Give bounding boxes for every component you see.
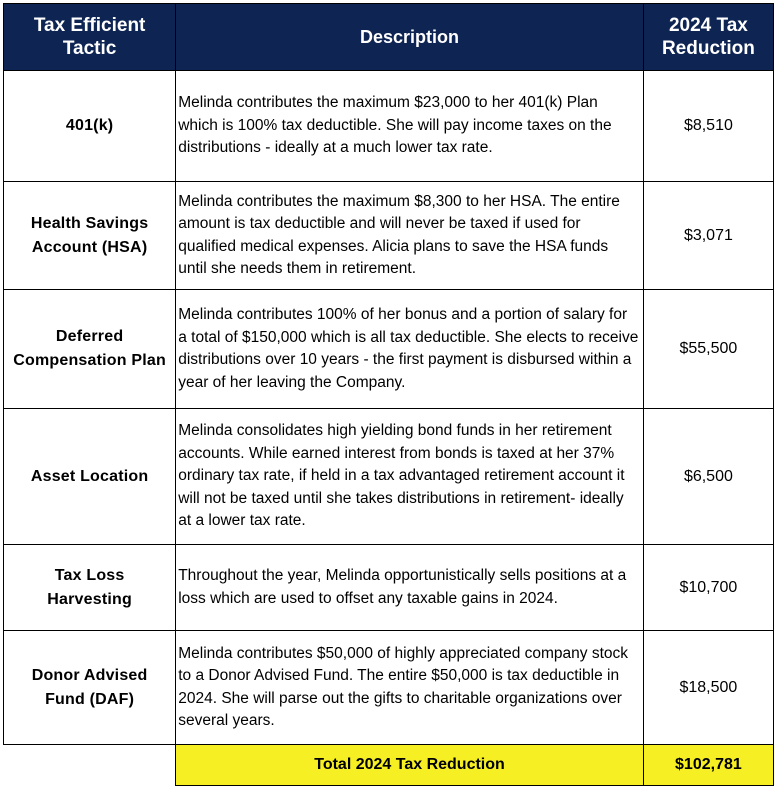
description-cell: Melinda contributes $50,000 of highly appreciated company stock to a Donor Advised Fund. The entire $50,000 is tax deductible in 2024. She will parse out the gifts to charitable organizations over several years. [176,631,644,745]
reduction-cell: $6,500 [643,409,773,545]
header-row [4,4,774,71]
description-cell: Melinda contributes the maximum $8,300 to her HSA. The entire amount is tax deductible and will never be taxed if used for qualified medical expenses. Alicia plans to save the HSA funds until she needs them in retirement. [176,182,644,290]
header-description-label: Description [360,26,460,47]
tactic-cell [4,631,176,745]
header-tactic-label: Tax Efficient Tactic [33,15,146,59]
description-cell: Melinda consolidates high yielding bond funds in her retirement accounts. While earned interest from bonds is taxed at her 37% ordinary tax rate, if held in a tax advantaged retirement account it will not be taxed until she takes distributions in retirement- ideally at a lower tax rate. [176,409,644,545]
tactic-label: Deferred Compensation Plan [13,328,166,369]
total-value: $102,781 [643,745,773,786]
table-row [4,409,774,545]
reduction-cell: $18,500 [643,631,773,745]
tactic-cell [4,545,176,631]
reduction-cell: $3,071 [643,182,773,290]
header-reduction [643,4,773,71]
description-cell: Throughout the year, Melinda opportunistically sells positions at a loss which are used to offset any taxable gains in 2024. [176,545,644,631]
tactic-label: Health Savings Account (HSA) [30,214,149,256]
total-spacer [4,745,176,786]
table-row [4,290,774,409]
description-cell: Melinda contributes the maximum $23,000 to her 401(k) Plan which is 100% tax deductible. She will pay income taxes on the distributions - ideally at a much lower tax rate. [176,71,644,182]
header-tactic [4,4,176,71]
total-label: Total 2024 Tax Reduction [176,745,644,786]
reduction-cell: $10,700 [643,545,773,631]
table-row [4,71,774,182]
table-row [4,631,774,745]
table-row [4,545,774,631]
total-row [4,745,774,786]
tactic-cell: 401(k) [4,71,176,182]
reduction-cell: $55,500 [643,290,773,409]
tax-reduction-table [3,3,774,786]
description-cell: Melinda contributes 100% of her bonus and a portion of salary for a total of $150,000 which is all tax deductible. She elects to receive distributions over 10 years - the first payment is disbursed within a year of her leaving the Company. [176,290,644,409]
table-row [4,182,774,290]
header-description [176,4,644,71]
tactic-cell [4,182,176,290]
reduction-cell: $8,510 [643,71,773,182]
header-reduction-label: 2024 Tax Reduction [661,15,755,59]
tactic-cell: Asset Location [4,409,176,545]
tactic-label: Donor Advised Fund (DAF) [31,666,148,708]
tactic-label: Tax Loss Harvesting [47,566,132,608]
tactic-cell [4,290,176,409]
